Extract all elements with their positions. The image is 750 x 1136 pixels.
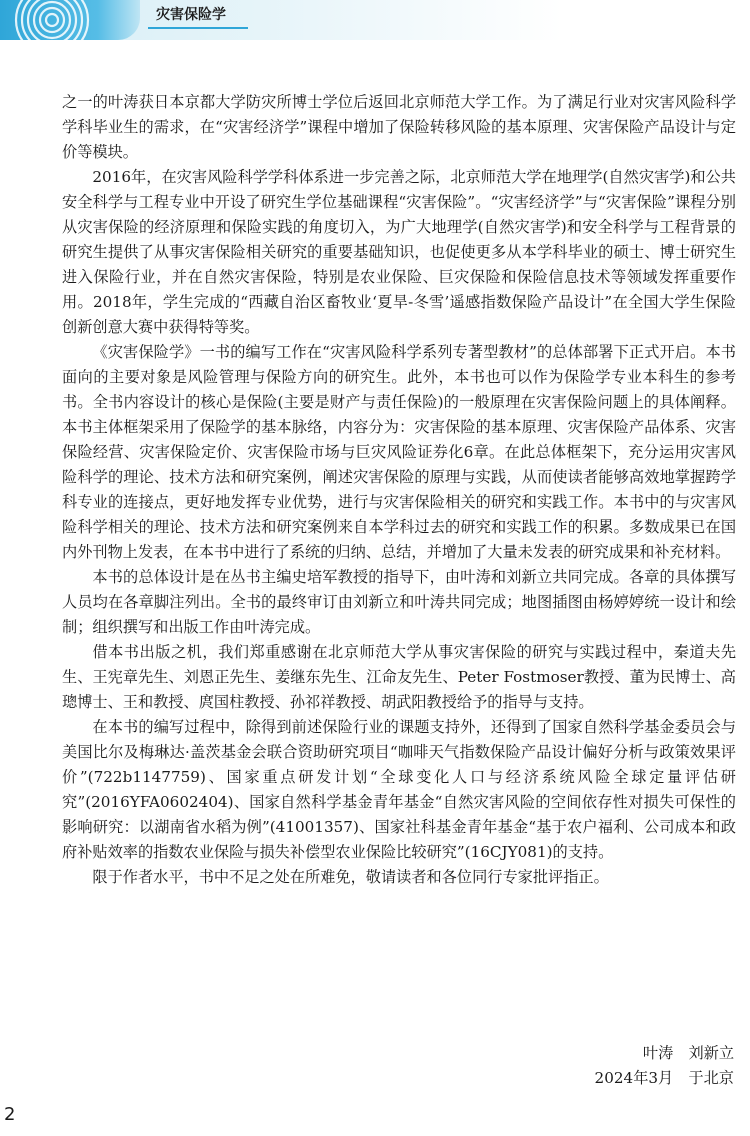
paragraph: 本书的总体设计是在丛书主编史培军教授的指导下，由叶涛和刘新立共同完成。各章的具体撰写人员均在各章脚注列出。全书的最终审订由刘新立和叶涛共同完成；地图插图由杨婷婷统一设计和绘制；组织撰写和出版工作由叶涛完成。 xyxy=(62,568,736,636)
paragraph: 2016年，在灾害风险科学学科体系进一步完善之际，北京师范大学在地理学(自然灾害学)和公共安全科学与工程专业中开设了研究生学位基础课程“灾害保险”。“灾害经济学”与“灾害保险”课程分别从灾害保险的经济原理和保险实践的角度切入，为广大地理学(自然灾害学)和安全科学与工程背景的研究生提供了从事灾害保险相关研究的重要基础知识，也促使更多从本学科毕业的硕士、博士研究生进入保险行业，并在自然灾害保险，特别是农业保险、巨灾保险和保险信息技术等领域发挥重要作用。2018年，学生完成的“西藏自治区畜牧业‘夏旱-冬雪’遥感指数保险产品设计”在全国大学生保险创新创意大赛中获得特等奖。 xyxy=(62,168,736,336)
paragraph: 借本书出版之机，我们郑重感谢在北京师范大学从事灾害保险的研究与实践过程中，秦道夫先生、王宪章先生、刘恩正先生、姜继东先生、江命友先生、Peter Fostmoser教授、董为民博士、高璁博士、王和教授、庹国柱教授、孙祁祥教授、胡武阳教授给予的指导与支持。 xyxy=(62,643,736,711)
header-underline xyxy=(148,27,248,29)
preface-body xyxy=(62,90,736,890)
paragraph: 限于作者水平，书中不足之处在所难免，敬请读者和各位同行专家批评指正。 xyxy=(92,868,609,886)
paragraph-continued: 之一的叶涛获日本京都大学防灾所博士学位后返回北京师范大学工作。为了满足行业对灾害风险科学学科毕业生的需求，在“灾害经济学”课程中增加了保险转移风险的基本原理、灾害保险产品设计与定价等模块。 xyxy=(62,93,736,161)
paragraph: 《灾害保险学》一书的编写工作在“灾害风险科学系列专著型教材”的总体部署下正式开启。本书面向的主要对象是风险管理与保险方向的研究生。此外，本书也可以作为保险学专业本科生的参考书。全书内容设计的核心是保险(主要是财产与责任保险)的一般原理在灾害保险问题上的具体阐释。本书主体框架采用了保险学的基本脉络，内容分为：灾害保险的基本原理、灾害保险产品体系、灾害保险经营、灾害保险定价、灾害保险市场与巨灾风险证券化6章。在此总体框架下，充分运用灾害风险科学的理论、技术方法和研究案例，阐述灾害保险的原理与实践，从而使读者能够高效地掌握跨学科专业的连接点，更好地发挥专业优势，进行与灾害保险相关的研究和实践工作。本书中的与灾害风险科学相关的理论、技术方法和研究案例来自本学科过去的研究和实践工作的积累。多数成果已在国内外刊物上发表，在本书中进行了系统的归纳、总结，并增加了大量未发表的研究成果和补充材料。 xyxy=(62,343,736,561)
concentric-circles-logo-icon xyxy=(0,0,140,40)
header-logo-tab xyxy=(0,0,140,40)
page-number: 2 xyxy=(4,1104,16,1125)
signature-date-place: 2024年3月 于北京 xyxy=(594,1069,734,1087)
running-header-title: 灾害保险学 xyxy=(156,7,226,23)
signature-authors: 叶涛 刘新立 xyxy=(642,1044,734,1062)
paragraph: 在本书的编写过程中，除得到前述保险行业的课题支持外，还得到了国家自然科学基金委员会与美国比尔及梅琳达·盖茨基金会联合资助研究项目“咖啡天气指数保险产品设计偏好分析与政策效果评价”(722b1147759)、国家重点研发计划“全球变化人口与经济系统风险全球定量评估研究”(2016YFA0602404)、国家自然科学基金青年基金“自然灾害风险的空间依存性对损失可保性的影响研究：以湖南省水稻为例”(41001357)、国家社科基金青年基金“基于农户福利、公司成本和政府补贴效率的指数农业保险与损失补偿型农业保险比较研究”(16CJY081)的支持。 xyxy=(62,718,736,861)
